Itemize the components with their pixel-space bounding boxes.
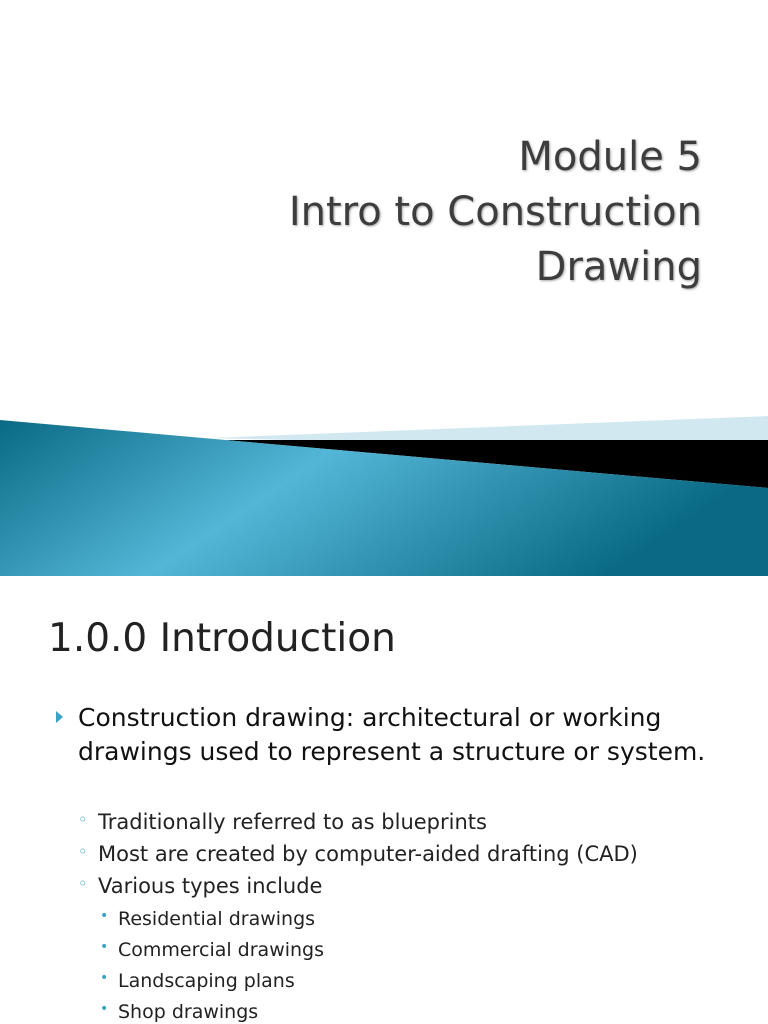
type-bullet-text: Residential drawings [118, 908, 316, 930]
title-line-3: Drawing [535, 244, 702, 290]
circle-outline-icon: ◦ [78, 810, 88, 829]
type-bullet-item [100, 908, 316, 930]
main-bullet-text: Construction drawing: architectural or working drawings used to represent a structure or system. [78, 703, 706, 766]
sub-bullet-item [78, 810, 487, 834]
circle-outline-icon: ◦ [78, 842, 88, 861]
sub-bullet-item [78, 842, 638, 866]
sub-bullet-text: Various types include [98, 874, 323, 898]
title-line-1: Module 5 [518, 134, 702, 180]
small-dot-icon: • [100, 1001, 109, 1017]
sub-bullet-text: Most are created by computer-aided drafting (CAD) [98, 842, 638, 866]
title-line-2: Intro to Construction [288, 189, 702, 235]
type-bullet-text: Commercial drawings [118, 939, 325, 961]
type-bullet-item [100, 970, 295, 992]
small-dot-icon: • [100, 970, 109, 986]
type-bullet-item [100, 939, 325, 961]
type-bullet-text: Landscaping plans [118, 970, 295, 992]
type-bullet-text: Shop drawings [118, 1001, 259, 1023]
small-dot-icon: • [100, 939, 109, 955]
decorative-banner [0, 400, 768, 576]
introduction-slide [0, 576, 768, 1024]
main-bullet-item [78, 701, 738, 769]
sub-bullet-item [78, 874, 323, 898]
type-bullet-item [100, 1001, 259, 1023]
triangle-right-icon [56, 711, 63, 723]
slide-title [289, 130, 702, 295]
circle-outline-icon: ◦ [78, 874, 88, 893]
sub-bullet-text: Traditionally referred to as blueprints [98, 810, 487, 834]
small-dot-icon: • [100, 908, 109, 924]
section-heading: 1.0.0 Introduction [48, 616, 396, 661]
banner-pale-stripe [210, 416, 768, 440]
